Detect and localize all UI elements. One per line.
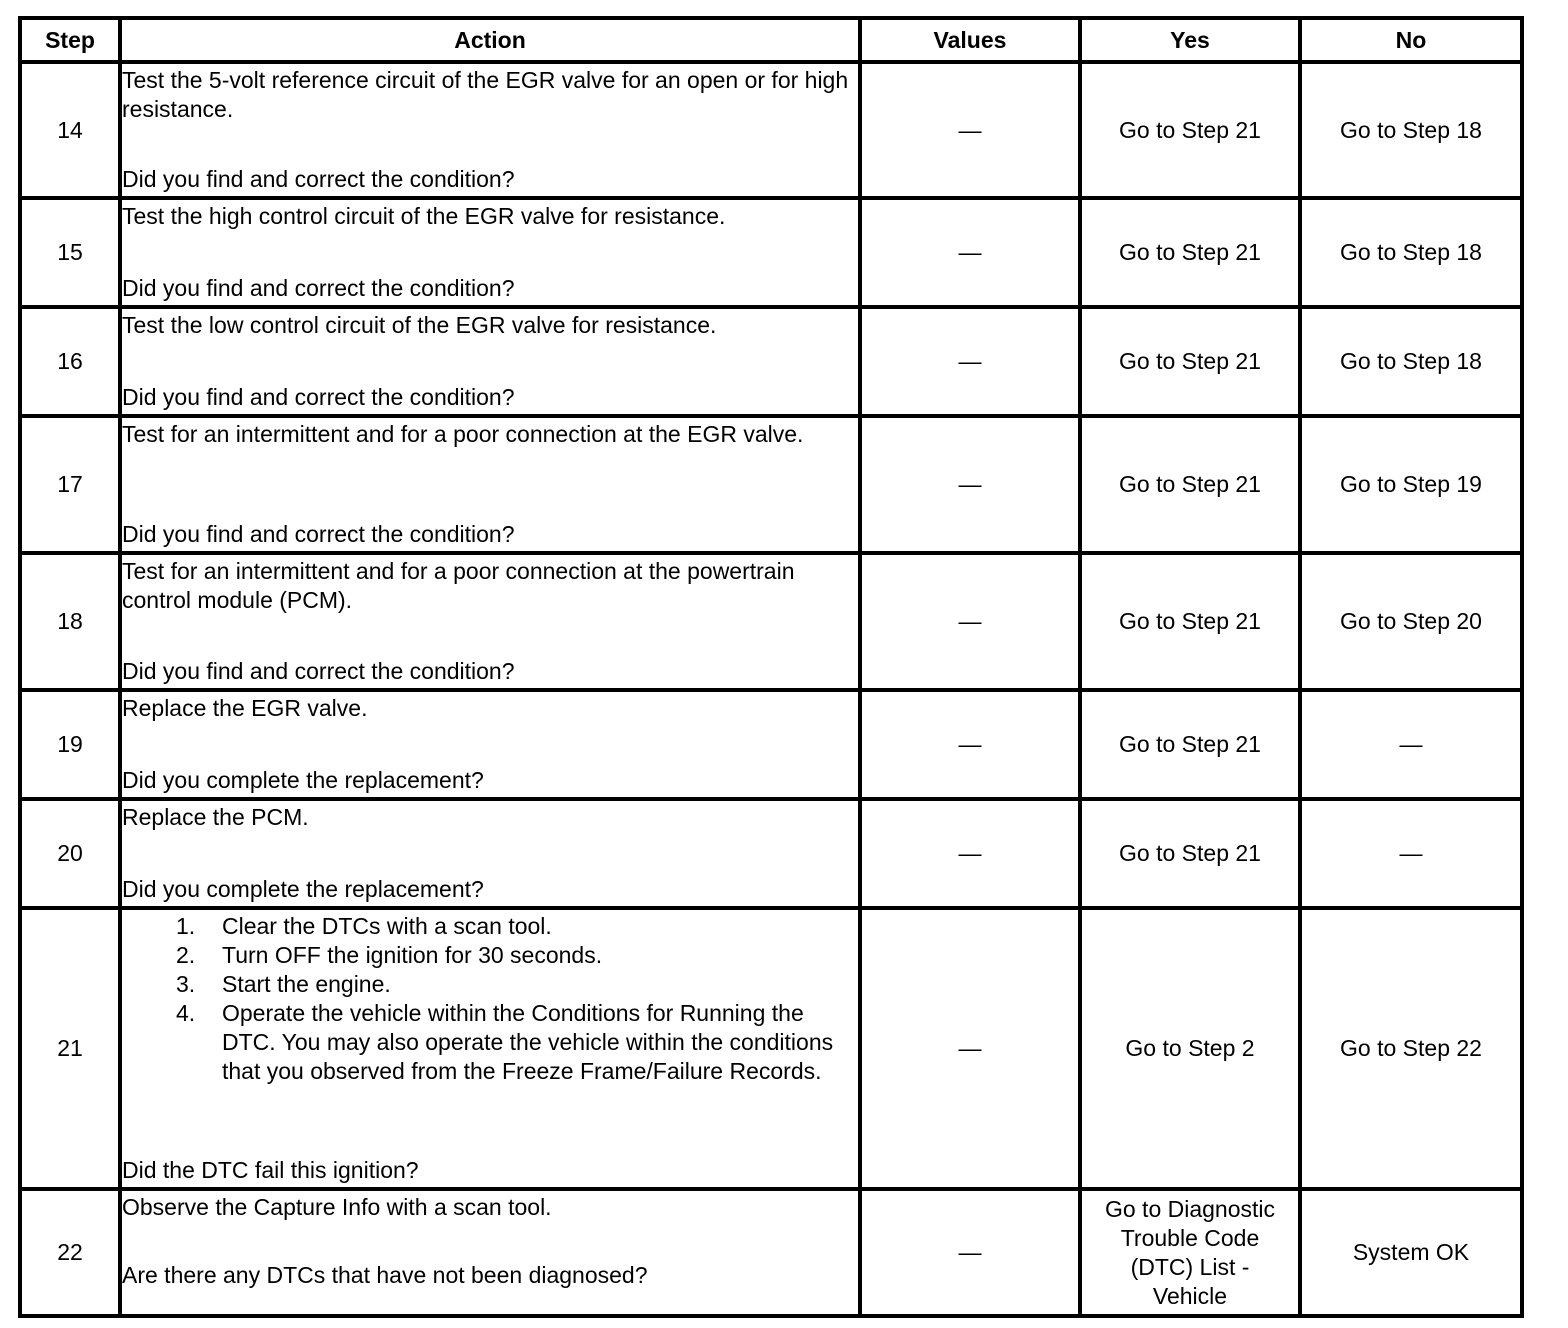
- table-row: [20, 799, 1522, 908]
- action-text: Test the 5-volt reference circuit of the EGR valve for an open or for high resistance.: [122, 67, 849, 122]
- procedure-list: [122, 912, 858, 1086]
- action-cell: [120, 690, 860, 799]
- action-text: Test the high control circuit of the EGR valve for resistance.: [122, 203, 726, 229]
- no-cell: System OK: [1300, 1189, 1522, 1316]
- table-row: [20, 307, 1522, 416]
- list-item: Clear the DTCs with a scan tool.: [222, 913, 552, 939]
- action-question: Did you find and correct the condition?: [122, 521, 515, 547]
- header-no: No: [1300, 18, 1522, 62]
- action-question: Did you find and correct the condition?: [122, 384, 515, 410]
- yes-cell: Go to Step 21: [1080, 690, 1300, 799]
- values-cell: —: [860, 416, 1080, 553]
- step-number: 21: [20, 908, 120, 1189]
- list-item: Operate the vehicle within the Conditions for Running the DTC. You may also operate the vehicle within the conditions that you observed from the Freeze Frame/Failure Records.: [222, 1000, 834, 1084]
- action-cell: [120, 1189, 860, 1316]
- action-cell: [120, 307, 860, 416]
- action-question: Did you find and correct the condition?: [122, 166, 515, 192]
- step-number: 16: [20, 307, 120, 416]
- action-cell: [120, 416, 860, 553]
- step-number: 15: [20, 198, 120, 307]
- table-row: [20, 1189, 1522, 1316]
- no-cell: —: [1300, 799, 1522, 908]
- action-text: Replace the EGR valve.: [122, 695, 368, 721]
- yes-cell: Go to Step 2: [1080, 908, 1300, 1189]
- no-cell: Go to Step 18: [1300, 307, 1522, 416]
- action-question: Are there any DTCs that have not been diagnosed?: [122, 1262, 648, 1288]
- values-cell: —: [860, 198, 1080, 307]
- step-number: 18: [20, 553, 120, 690]
- action-text: Test for an intermittent and for a poor connection at the EGR valve.: [122, 421, 804, 447]
- values-cell: —: [860, 908, 1080, 1189]
- step-number: 17: [20, 416, 120, 553]
- action-cell: [120, 198, 860, 307]
- action-text: Observe the Capture Info with a scan tool.: [122, 1194, 552, 1220]
- yes-cell: Go to Step 21: [1080, 62, 1300, 198]
- no-cell: Go to Step 20: [1300, 553, 1522, 690]
- list-item: Turn OFF the ignition for 30 seconds.: [222, 942, 603, 968]
- action-text: Test the low control circuit of the EGR valve for resistance.: [122, 312, 717, 338]
- header-values: Values: [860, 18, 1080, 62]
- table-row: [20, 416, 1522, 553]
- no-cell: Go to Step 19: [1300, 416, 1522, 553]
- table-row: [20, 908, 1522, 1189]
- yes-cell: Go to Step 21: [1080, 416, 1300, 553]
- table-row: [20, 690, 1522, 799]
- list-item: Start the engine.: [222, 971, 391, 997]
- yes-cell: Go to Step 21: [1080, 553, 1300, 690]
- table-row: [20, 198, 1522, 307]
- table-row: [20, 553, 1522, 690]
- no-cell: Go to Step 22: [1300, 908, 1522, 1189]
- action-question: Did you find and correct the condition?: [122, 275, 515, 301]
- values-cell: —: [860, 1189, 1080, 1316]
- action-question: Did you find and correct the condition?: [122, 658, 515, 684]
- action-question: Did the DTC fail this ignition?: [122, 1157, 419, 1183]
- action-cell: [120, 553, 860, 690]
- header-yes: Yes: [1080, 18, 1300, 62]
- header-row: [20, 18, 1522, 62]
- header-step: Step: [20, 18, 120, 62]
- yes-cell: Go to Step 21: [1080, 307, 1300, 416]
- action-question: Did you complete the replacement?: [122, 876, 484, 902]
- no-cell: Go to Step 18: [1300, 62, 1522, 198]
- action-cell: [120, 62, 860, 198]
- values-cell: —: [860, 307, 1080, 416]
- yes-cell: Go to Step 21: [1080, 198, 1300, 307]
- action-cell: [120, 908, 860, 1189]
- action-text: Replace the PCM.: [122, 804, 309, 830]
- values-cell: —: [860, 799, 1080, 908]
- header-action: Action: [120, 18, 860, 62]
- step-number: 22: [20, 1189, 120, 1316]
- action-cell: [120, 799, 860, 908]
- values-cell: —: [860, 553, 1080, 690]
- no-cell: Go to Step 18: [1300, 198, 1522, 307]
- yes-cell-link[interactable]: Go to Diagnostic Trouble Code (DTC) List - Vehicle: [1080, 1189, 1300, 1316]
- step-number: 20: [20, 799, 120, 908]
- no-cell: —: [1300, 690, 1522, 799]
- values-cell: —: [860, 62, 1080, 198]
- action-question: Did you complete the replacement?: [122, 767, 484, 793]
- yes-cell: Go to Step 21: [1080, 799, 1300, 908]
- step-number: 19: [20, 690, 120, 799]
- step-number: 14: [20, 62, 120, 198]
- action-text: Test for an intermittent and for a poor connection at the powertrain control module (PCM).: [122, 558, 795, 613]
- values-cell: —: [860, 690, 1080, 799]
- diagnostic-table: [18, 16, 1524, 1318]
- table-row: [20, 62, 1522, 198]
